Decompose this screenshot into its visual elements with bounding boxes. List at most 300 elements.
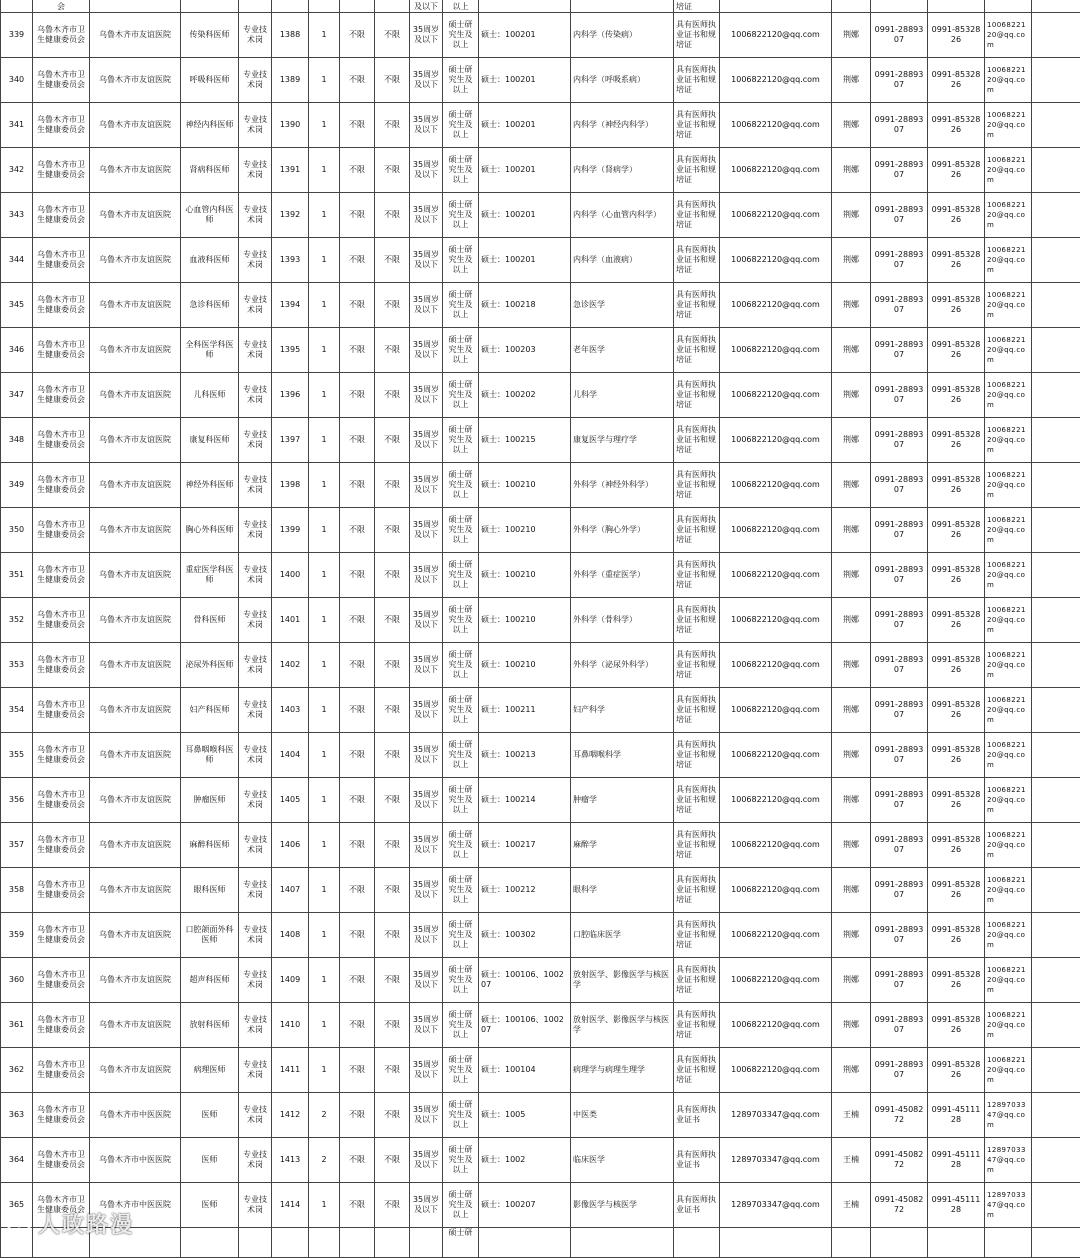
cell-contact: 荆娜: [832, 283, 871, 328]
cell-age: 35周岁及以下: [410, 508, 443, 553]
cell-email-2: 1006822120@qq.com: [985, 598, 1032, 643]
cell-headcount: 2: [309, 1093, 340, 1138]
cell-email-2: 1006822120@qq.com: [985, 778, 1032, 823]
cell-no: 363: [1, 1093, 33, 1138]
cell-condition-2: 不限: [375, 1138, 410, 1183]
cell-empty: [1032, 58, 1080, 103]
cell-education: 硕士研究生及以上: [443, 148, 479, 193]
cell-headcount: 1: [309, 778, 340, 823]
cell-email-2: 1006822120@qq.com: [985, 823, 1032, 868]
cell-headcount: 1: [309, 58, 340, 103]
cell-email: 1006822120@qq.com: [720, 58, 832, 103]
cell-headcount: 1: [309, 13, 340, 58]
cell-no: 357: [1, 823, 33, 868]
cell-contact: 荆娜: [832, 238, 871, 283]
cell-category: 专业技术岗: [239, 1093, 272, 1138]
cell-no: 354: [1, 688, 33, 733]
cell-age: 35周岁及以下: [410, 1138, 443, 1183]
cell-headcount: 1: [309, 733, 340, 778]
cell-qualification: 具有医师执业证书和规培证: [674, 193, 720, 238]
cell-age: 35周岁及以下: [410, 328, 443, 373]
cell-condition-1: 不限: [340, 58, 375, 103]
cell-email: 1006822120@qq.com: [720, 598, 832, 643]
cell-major: 中医类: [571, 1093, 674, 1138]
cell-post-code: 1404: [272, 733, 309, 778]
cell-qualification: 具有医师执业证书和规培证: [674, 913, 720, 958]
cell-phone: 0991-2889307: [871, 463, 928, 508]
cell-email-2: 1006822120@qq.com: [985, 508, 1032, 553]
cell-empty: [1032, 193, 1080, 238]
cell-major-code: 硕士：100213: [479, 733, 571, 778]
table-row: [1, 733, 1080, 778]
cell-empty: [340, 1228, 375, 1258]
cell-no: 348: [1, 418, 33, 463]
cell-major: 内科学（心血管内科学）: [571, 193, 674, 238]
cell-education: 硕士研究生及以上: [443, 508, 479, 553]
table-row: [1, 148, 1080, 193]
cell-post-code: 1399: [272, 508, 309, 553]
cell-fax: 0991-8532826: [928, 148, 985, 193]
camera-lens-icon: [6, 1210, 32, 1236]
cell-qualification: 具有医师执业证书和规培证: [674, 868, 720, 913]
cell-empty: [1032, 328, 1080, 373]
cell-condition-2: 不限: [375, 1048, 410, 1093]
cell-condition-2: 不限: [375, 238, 410, 283]
cell-fax: 0991-8532826: [928, 238, 985, 283]
cell-fax: 0991-8532826: [928, 733, 985, 778]
cell-headcount: 1: [309, 598, 340, 643]
cell-unit: 乌鲁木齐市友谊医院: [90, 373, 181, 418]
table-row-partial-top: [1, 0, 1080, 13]
cell-email: 1006822120@qq.com: [720, 868, 832, 913]
cell-education: 硕士研究生及以上: [443, 463, 479, 508]
cell-email: 1006822120@qq.com: [720, 1048, 832, 1093]
cell-post-code: 1398: [272, 463, 309, 508]
cell-major-code: 硕士：100201: [479, 13, 571, 58]
cell-age: 35周岁及以下: [410, 1003, 443, 1048]
cell-headcount: 1: [309, 373, 340, 418]
cell-contact: 荆娜: [832, 58, 871, 103]
cell-education: 硕士研究生及以上: [443, 733, 479, 778]
cell-education: 硕士研究生及以上: [443, 823, 479, 868]
cell-empty: [571, 1228, 674, 1258]
cell-condition-2: 不限: [375, 688, 410, 733]
cell-major-code: 硕士：100201: [479, 148, 571, 193]
cell-empty: [375, 1228, 410, 1258]
cell-age: 35周岁及以下: [410, 238, 443, 283]
cell-contact: 荆娜: [832, 868, 871, 913]
cell-dept: 乌鲁木齐市卫生健康委员会: [33, 463, 90, 508]
cell-empty: [720, 1228, 832, 1258]
cell-empty: [1032, 238, 1080, 283]
cell-post-code: 1394: [272, 283, 309, 328]
table-row: [1, 598, 1080, 643]
cell-major: 内科学（肾病学）: [571, 148, 674, 193]
cell-dept: 乌鲁木齐市卫生健康委员会: [33, 13, 90, 58]
cell-dept: 乌鲁木齐市卫生健康委员会: [33, 508, 90, 553]
cell-category: 专业技术岗: [239, 688, 272, 733]
cell-no: 346: [1, 328, 33, 373]
cell-contact: 荆娜: [832, 958, 871, 1003]
cell-major: 口腔临床医学: [571, 913, 674, 958]
cell-contact: 荆娜: [832, 643, 871, 688]
cell-empty: [1032, 1048, 1080, 1093]
cell-major-code: 硕士：100201: [479, 193, 571, 238]
cell-condition-1: 不限: [340, 148, 375, 193]
cell-email-2: 1006822120@qq.com: [985, 958, 1032, 1003]
cell-major-code: 硕士：100215: [479, 418, 571, 463]
cell-major: 内科学（传染病）: [571, 13, 674, 58]
cell-major-code: 硕士：100210: [479, 463, 571, 508]
cell-qualification: 具有医师执业证书: [674, 1093, 720, 1138]
cell-category: 专业技术岗: [239, 778, 272, 823]
cell-condition-2: 不限: [375, 328, 410, 373]
cell-no: 341: [1, 103, 33, 148]
cell-major: 耳鼻咽喉科学: [571, 733, 674, 778]
cell-condition-2: 不限: [375, 373, 410, 418]
cell-category: 专业技术岗: [239, 58, 272, 103]
cell-fax: 0991-8532826: [928, 643, 985, 688]
cell-phone: 0991-2889307: [871, 508, 928, 553]
cell-post: 麻醉科医师: [181, 823, 239, 868]
cell-dept: 乌鲁木齐市卫生健康委员会: [33, 1138, 90, 1183]
cell-headcount: 2: [309, 1138, 340, 1183]
cell-contact: 荆娜: [832, 1003, 871, 1048]
cell-category: 专业技术岗: [239, 913, 272, 958]
cell-condition-1: 不限: [340, 238, 375, 283]
cell-condition-1: 不限: [340, 1138, 375, 1183]
cell-post: 耳鼻咽喉科医师: [181, 733, 239, 778]
cell-post: 放射科医师: [181, 1003, 239, 1048]
cell-age: 35周岁及以下: [410, 418, 443, 463]
table-row: [1, 508, 1080, 553]
cell-post-code: 1390: [272, 103, 309, 148]
table-row: [1, 913, 1080, 958]
cell-post-code: 1408: [272, 913, 309, 958]
cell-category: 专业技术岗: [239, 1048, 272, 1093]
cell-qualification: 具有医师执业证书和规培证: [674, 103, 720, 148]
cell-education: 硕士研究生及以上: [443, 238, 479, 283]
cell-email: 1006822120@qq.com: [720, 778, 832, 823]
cell-fax: 0991-8532826: [928, 598, 985, 643]
cell-unit: 乌鲁木齐市友谊医院: [90, 1048, 181, 1093]
cell-email: 1006822120@qq.com: [720, 823, 832, 868]
cell-post-code: 1396: [272, 373, 309, 418]
cell-age: 35周岁及以下: [410, 823, 443, 868]
cell-fax: 0991-4511128: [928, 1138, 985, 1183]
cell-major-code: 硕士：100214: [479, 778, 571, 823]
cell-fax: 0991-8532826: [928, 418, 985, 463]
table-body: [1, 0, 1080, 1258]
cell-contact: 王楠: [832, 1138, 871, 1183]
cell-condition-1: 不限: [340, 1003, 375, 1048]
cell-qualification: 具有医师执业证书和规培证: [674, 733, 720, 778]
cell-age: 35周岁及以下: [410, 598, 443, 643]
cell-major: 外科学（重症医学）: [571, 553, 674, 598]
cell-contact: 荆娜: [832, 148, 871, 193]
cell-unit: 乌鲁木齐市中医医院: [90, 1183, 181, 1228]
cell-major-code: 硕士：100211: [479, 688, 571, 733]
cell-phone: 0991-2889307: [871, 238, 928, 283]
cell-age: 35周岁及以下: [410, 958, 443, 1003]
cell-condition-2: 不限: [375, 1183, 410, 1228]
cell-post-code: 1414: [272, 1183, 309, 1228]
cell-unit: 乌鲁木齐市友谊医院: [90, 1003, 181, 1048]
cell-no: 340: [1, 58, 33, 103]
cell-post: 儿科医师: [181, 373, 239, 418]
cell-phone: 0991-2889307: [871, 643, 928, 688]
cell-post-code: 1400: [272, 553, 309, 598]
cell-contact: 荆娜: [832, 1048, 871, 1093]
cell-fax: 0991-8532826: [928, 463, 985, 508]
cell-post-code: 1407: [272, 868, 309, 913]
table-row: [1, 553, 1080, 598]
cell-headcount: 1: [309, 283, 340, 328]
cell-post: 医师: [181, 1093, 239, 1138]
cell-post: 康复科医师: [181, 418, 239, 463]
cell-age: 35周岁及以下: [410, 643, 443, 688]
cell-post: 超声科医师: [181, 958, 239, 1003]
cell-phone: 0991-2889307: [871, 328, 928, 373]
cell-email-2: 1006822120@qq.com: [985, 868, 1032, 913]
cell-unit: 乌鲁木齐市友谊医院: [90, 643, 181, 688]
cell-major-code: 硕士：100218: [479, 283, 571, 328]
cell-condition-2: 不限: [375, 418, 410, 463]
cell-post: 医师: [181, 1138, 239, 1183]
cell-no: 361: [1, 1003, 33, 1048]
table-row: [1, 1003, 1080, 1048]
cell-headcount: 1: [309, 508, 340, 553]
cell-qualification: 具有医师执业证书和规培证: [674, 463, 720, 508]
cell-post: 神经外科医师: [181, 463, 239, 508]
cell-post-code: 1410: [272, 1003, 309, 1048]
table-row-partial-bottom: [1, 1228, 1080, 1258]
cell-fax: 0991-8532826: [928, 553, 985, 598]
table-row: [1, 58, 1080, 103]
cell-fax: 0991-8532826: [928, 58, 985, 103]
cell-empty: [674, 1228, 720, 1258]
cell-post-code: 1395: [272, 328, 309, 373]
cell-phone: 0991-4508272: [871, 1093, 928, 1138]
cell-empty: [239, 1228, 272, 1258]
cell-education: 硕士研究生及以上: [443, 1138, 479, 1183]
cell-condition-2: 不限: [375, 193, 410, 238]
cell-empty: [1032, 13, 1080, 58]
cell-empty: [181, 1228, 239, 1258]
cell-major-code: 硕士：100104: [479, 1048, 571, 1093]
cell-post: 心血管内科医师: [181, 193, 239, 238]
cell-phone: 0991-2889307: [871, 688, 928, 733]
cell-category: 专业技术岗: [239, 193, 272, 238]
cell-email: 1006822120@qq.com: [720, 1003, 832, 1048]
cell-post-code: 1411: [272, 1048, 309, 1093]
table-row: [1, 1048, 1080, 1093]
cell-post-code: 1409: [272, 958, 309, 1003]
cell-major-code: 硕士：100201: [479, 103, 571, 148]
cell-qualification: 具有医师执业证书和规培证: [674, 688, 720, 733]
cell-major-code: 硕士：100201: [479, 238, 571, 283]
cell-fax: 0991-8532826: [928, 958, 985, 1003]
cell-education: 硕士研究生及以上: [443, 13, 479, 58]
table-row: [1, 1093, 1080, 1138]
cell-email-2: 1006822120@qq.com: [985, 238, 1032, 283]
cell-unit: 乌鲁木齐市友谊医院: [90, 958, 181, 1003]
cell-major-code: 硕士：100302: [479, 913, 571, 958]
cell-education: 硕士研究生及以上: [443, 418, 479, 463]
cell-condition-2: 不限: [375, 148, 410, 193]
cell-condition-1: 不限: [340, 913, 375, 958]
cell-contact: 荆娜: [832, 688, 871, 733]
cell-major: 眼科学: [571, 868, 674, 913]
cell-major: 影像医学与核医学: [571, 1183, 674, 1228]
cell-unit: 乌鲁木齐市友谊医院: [90, 508, 181, 553]
cell-fax: 0991-8532826: [928, 328, 985, 373]
cell-post: 重症医学科医师: [181, 553, 239, 598]
cell-category: 专业技术岗: [239, 598, 272, 643]
cell-condition-1: 不限: [340, 13, 375, 58]
cell-major: 儿科学: [571, 373, 674, 418]
cell-email: 1006822120@qq.com: [720, 508, 832, 553]
cell-dept: 乌鲁木齐市卫生健康委员会: [33, 823, 90, 868]
cell-email: 1006822120@qq.com: [720, 13, 832, 58]
cell-contact: 荆娜: [832, 373, 871, 418]
cell-unit: 乌鲁木齐市友谊医院: [90, 13, 181, 58]
cell-post: 口腔颌面外科医师: [181, 913, 239, 958]
cell-major: 外科学（胸心外学）: [571, 508, 674, 553]
cell-condition-1: 不限: [340, 868, 375, 913]
cell-empty: [832, 1228, 871, 1258]
cell-phone: 0991-2889307: [871, 553, 928, 598]
cell-email-2: 1006822120@qq.com: [985, 103, 1032, 148]
cell-contact: 荆娜: [832, 508, 871, 553]
cell-email-2: 1006822120@qq.com: [985, 58, 1032, 103]
cell-dept: 乌鲁木齐市卫生健康委员会: [33, 58, 90, 103]
cell-fax: 0991-8532826: [928, 868, 985, 913]
cell-dept: 乌鲁木齐市卫生健康委员会: [33, 643, 90, 688]
cell-major: 急诊医学: [571, 283, 674, 328]
cell-age: 35周岁及以下: [410, 913, 443, 958]
cell-empty: [1032, 598, 1080, 643]
cell-qualification: 具有医师执业证书和规培证: [674, 283, 720, 328]
cell-unit: 乌鲁木齐市友谊医院: [90, 823, 181, 868]
cell-dept: 乌鲁木齐市卫生健康委员会: [33, 148, 90, 193]
cell-phone: 0991-2889307: [871, 373, 928, 418]
cell-email-2: 1006822120@qq.com: [985, 913, 1032, 958]
cell-age: 35周岁及以下: [410, 553, 443, 598]
cell-qualification: 具有医师执业证书和规培证: [674, 1003, 720, 1048]
cell-email: 1006822120@qq.com: [720, 913, 832, 958]
cell-unit: 乌鲁木齐市友谊医院: [90, 868, 181, 913]
cell-fax: 0991-8532826: [928, 13, 985, 58]
cell-contact: 荆娜: [832, 328, 871, 373]
cell-no: 353: [1, 643, 33, 688]
cell-fax: 0991-4511128: [928, 1093, 985, 1138]
cell-dept: 乌鲁木齐市卫生健康委员会: [33, 1093, 90, 1138]
cell-major-code: 硕士：100210: [479, 553, 571, 598]
cell-major: 外科学（神经外科学）: [571, 463, 674, 508]
table-row: [1, 1183, 1080, 1228]
cell-major-code: 硕士：1002: [479, 1138, 571, 1183]
cell-age: 35周岁及以下: [410, 1048, 443, 1093]
cell-age: 35周岁及以下: [410, 733, 443, 778]
cell-category: 专业技术岗: [239, 508, 272, 553]
cell-no: 365: [1, 1183, 33, 1228]
cell-post: 急诊科医师: [181, 283, 239, 328]
cell-email: 1006822120@qq.com: [720, 193, 832, 238]
cell-empty: [309, 1228, 340, 1258]
cell-contact: 王楠: [832, 1183, 871, 1228]
cell-major: 外科学（泌尿外科学）: [571, 643, 674, 688]
cell-post: 胸心外科医师: [181, 508, 239, 553]
cell-no: 356: [1, 778, 33, 823]
cell-condition-2: 不限: [375, 508, 410, 553]
cell-age: 及以下: [410, 0, 443, 13]
cell-condition-1: 不限: [340, 1183, 375, 1228]
cell-unit: 乌鲁木齐市友谊医院: [90, 238, 181, 283]
cell-age: 35周岁及以下: [410, 58, 443, 103]
cell-empty: [1032, 148, 1080, 193]
cell-dept: 乌鲁木齐市卫生健康委员会: [33, 553, 90, 598]
cell-empty: [410, 1228, 443, 1258]
cell-fax: 0991-8532826: [928, 778, 985, 823]
cell-qualification: 具有医师执业证书和规培证: [674, 13, 720, 58]
cell-age: 35周岁及以下: [410, 148, 443, 193]
cell-no: 347: [1, 373, 33, 418]
cell-category: 专业技术岗: [239, 1003, 272, 1048]
cell-phone: 0991-2889307: [871, 778, 928, 823]
cell-empty: [1032, 283, 1080, 328]
cell-contact: 荆娜: [832, 103, 871, 148]
cell-phone: 0991-2889307: [871, 193, 928, 238]
table-row: [1, 238, 1080, 283]
cell-age: 35周岁及以下: [410, 373, 443, 418]
cell-condition-2: 不限: [375, 643, 410, 688]
cell-major-code: 硕士：100201: [479, 58, 571, 103]
cell-no: 344: [1, 238, 33, 283]
cell-dept: 乌鲁木齐市卫生健康委员会: [33, 598, 90, 643]
cell-headcount: 1: [309, 103, 340, 148]
table-row: [1, 418, 1080, 463]
cell-contact: 荆娜: [832, 778, 871, 823]
cell-condition-1: 不限: [340, 733, 375, 778]
cell-contact: 荆娜: [832, 193, 871, 238]
cell-unit: 乌鲁木齐市中医医院: [90, 1093, 181, 1138]
cell-email: 1006822120@qq.com: [720, 148, 832, 193]
cell-no: 339: [1, 13, 33, 58]
cell-unit: 乌鲁木齐市中医医院: [90, 1138, 181, 1183]
cell-category: 专业技术岗: [239, 463, 272, 508]
cell-phone: 0991-2889307: [871, 598, 928, 643]
table-row: [1, 823, 1080, 868]
cell-condition-2: 不限: [375, 733, 410, 778]
cell-age: 35周岁及以下: [410, 778, 443, 823]
cell-condition-1: 不限: [340, 103, 375, 148]
cell-qualification: 具有医师执业证书和规培证: [674, 373, 720, 418]
cell-age: 35周岁及以下: [410, 868, 443, 913]
table-row: [1, 193, 1080, 238]
cell-unit: 乌鲁木齐市友谊医院: [90, 58, 181, 103]
cell-unit: 乌鲁木齐市友谊医院: [90, 148, 181, 193]
cell-phone: 0991-2889307: [871, 823, 928, 868]
cell-headcount: 1: [309, 463, 340, 508]
table-row: [1, 778, 1080, 823]
cell-category: 专业技术岗: [239, 328, 272, 373]
cell-email-2: 1006822120@qq.com: [985, 193, 1032, 238]
cell-condition-1: 不限: [340, 373, 375, 418]
cell-major: 老年医学: [571, 328, 674, 373]
cell-qualification: 具有医师执业证书和规培证: [674, 643, 720, 688]
table-row: [1, 13, 1080, 58]
